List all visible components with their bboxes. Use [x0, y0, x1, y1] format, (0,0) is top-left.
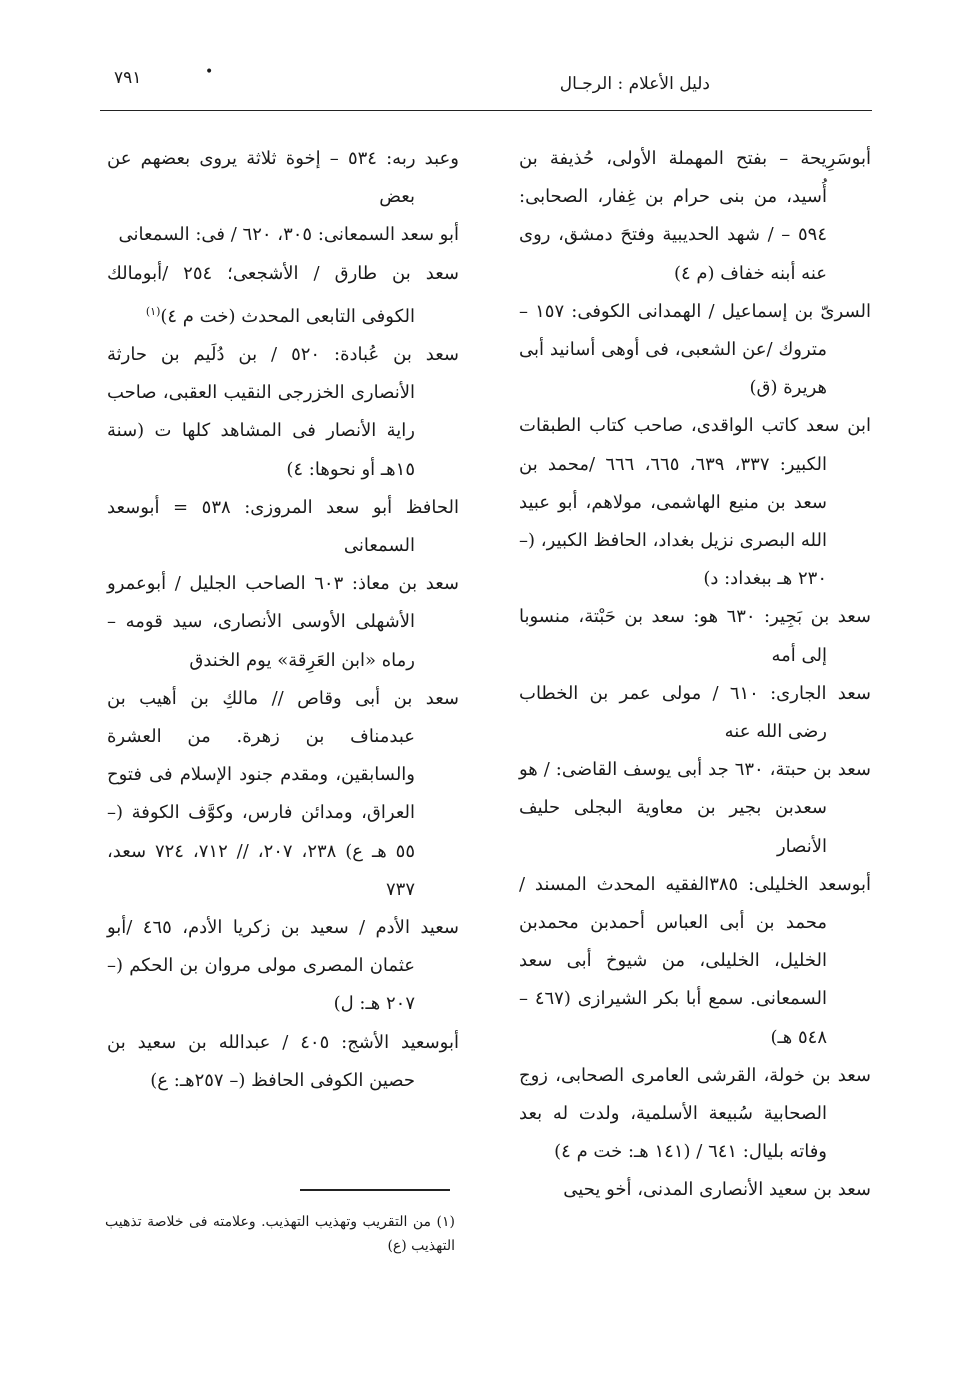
index-entry: سعد الجارى: ٦١٠ / مولى عمر بن الخطاب رضى الله عنه [519, 682, 871, 743]
header-rule [100, 110, 872, 111]
index-entry: سعد بن حبتة، ٦٣٠ جد أبى يوسف القاضى: / هو سعدبن بجير بن معاوية البجلى حليف الأنصار [519, 759, 871, 857]
index-entry: سعد بن خولة، القرشى العامرى الصحابى، زوج الصحابية سُبيعة الأسلمية، ولدت له بعد وفاته بليال: ٦٤١ / (١٤١ هـ: خت م ٤) [519, 1064, 871, 1163]
footnote-rule [300, 1189, 450, 1191]
index-entry: السرىّ بن إسماعيل / الهمدانى الكوفى: ١٥٧ – متروك /عن الشعبى، فى أوهى أسانيد أبى هريرة (ق) [519, 300, 871, 399]
index-entry: أبوسعيد الأشج: ٤٠٥ / عبدالله بن سعيد بن حصين الكوفى الحافظ (– ٢٥٧هـ: ع) [107, 1031, 459, 1091]
index-entry: سعد بن سعيد الأنصارى المدنى، أخو يحيى [563, 1179, 871, 1201]
left-column [107, 140, 459, 1100]
index-entry: أبوسَرِيحة – بفتح المهملة الأولى، حُذيفة بن أُسيد، من بنى حرام بن غِفار، الصحابى: ٥٩٤ – / شهد الحديبية وفتحَ دمشق، روى عنه أبنه خفاف (م ٤) [519, 148, 871, 284]
running-title: دليل الأعلام : الرجـال [559, 74, 710, 94]
index-entry: ابن سعد كاتب الواقدى، صاحب كتاب الطبقات الكبير: ٣٣٧، ٦٣٩، ٦٦٥، ٦٦٦ /محمد بن سعد بن منيع الهاشمى، مولاهم، أبو عبيد الله البصرى نزيل بغداد، الحافظ الكبير، (– ٢٣٠ هـ ببغداد: د) [519, 415, 871, 590]
footnote-reference: (١) [145, 304, 161, 318]
index-entry: أبو سعد السمعانى: ٣٠٥، ٦٢٠ / فى: السمعانى [118, 224, 459, 246]
index-entry: سعيد الأدم / سعيد بن زكريا الأدم، ٤٦٥ /أبو عثمان المصرى مولى مروان بن الحكم (– ٢٠٧ هـ: ل) [107, 917, 459, 1015]
page-header [100, 62, 870, 106]
index-entry: الحافظ أبو سعد المروزى: ٥٣٨ = أبوسعد السمعانى [107, 496, 459, 557]
right-column [519, 140, 871, 1210]
index-entry: وعبد ربه: ٥٣٤ – إخوة ثلاثة يروى بعضهم عن بعض [107, 148, 459, 208]
index-entry: سعد بن معاذ: ٦٠٣ الصاحب الجليل / أبوعمرو الأشهلى الأوسى الأنصارى، سيد قومه – رماه «ابن العَرِقة» يوم الخندق [107, 573, 459, 671]
footnote: (١) من التقريب وتهذيب التهذيب. وعلامته فى خلاصة تذهيب التهذيب (ع) [105, 1214, 455, 1254]
index-entry: أبوسعد الخليلى: ٣٨٥الفقيه المحدث المسند / محمد بن أبى العباس أحمدبن محمدبن الخليل، الخليلى، من شيوخ أبى سعد السمعانى. سمع أبا بكر الشيرازى (٤٦٧ – ٥٤٨ هـ) [519, 873, 871, 1048]
page-number: ٧٩١ [114, 68, 142, 88]
index-entry: سعد بن عُبادة: ٥٢٠ / بن دُلَيم بن حارثة الأنصارى الخزرجى النقيب العقبى، صاحب راية الأنصار فى المشاهد كلها ت (سنة ١٥هـ أو نحوها: ٤) [107, 344, 459, 480]
index-entry: سعد بن طارق / الأشجعى؛ ٢٥٤ /أبومالك الكوفى التابعى المحدث (خت م ٤)$^{(١)}$ [107, 262, 459, 327]
header-dot: • [205, 64, 214, 80]
index-entry: سعد بن أبى وقاص // مالكِ بن أهيب بن عبدمناف بن زهرة. من العشرة والسابقين، ومقدم جنود الإسلام فى فتوح العراق، ومدائن فارس، وكوَّف الكوفة (– ٥٥ هـ ع) ٢٣٨، ٢٠٧، // ٧١٢، ٧٢٤ سعد، ٧٣٧ [107, 687, 459, 900]
index-entry: سعد بن بَجِير: ٦٣٠ هو: سعد بن حَبْتة، منسوبا إلى أمه [519, 606, 871, 666]
